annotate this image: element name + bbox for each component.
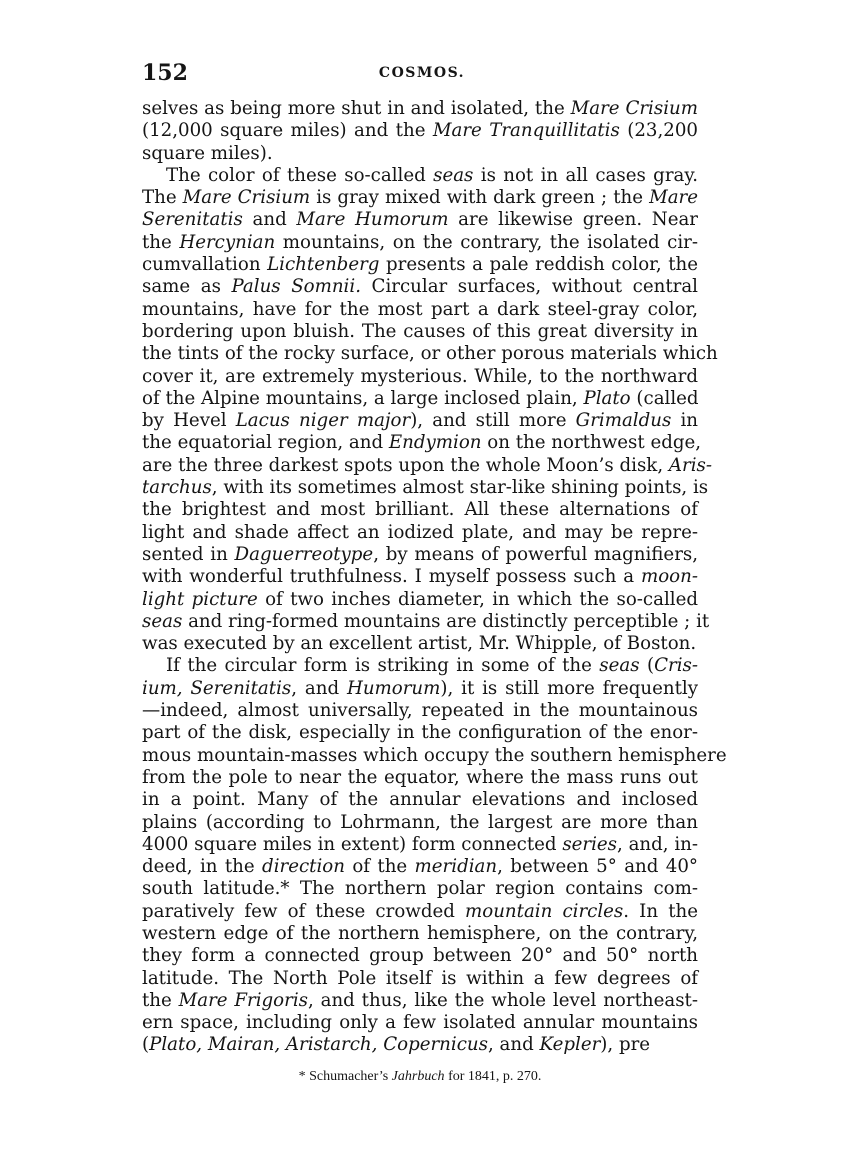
text-line: Serenitatis and Mare Humorum are likewise green. Near: [142, 209, 699, 231]
text-line: latitude. The North Pole itself is within a few degrees of: [142, 967, 698, 989]
running-title: COSMOS.: [378, 65, 466, 81]
italic-term: Kepler: [539, 1034, 601, 1056]
text-line: seas and ring-formed mountains are distinctly perceptible ; it: [142, 610, 710, 632]
text-line: from the pole to near the equator, where the mass runs out: [142, 766, 698, 788]
text-line: cumvallation Lichtenberg presents a pale reddish color, the: [142, 254, 699, 276]
text-line: (Plato, Mairan, Aristarch, Copernicus, and Kepler), pre: [142, 1034, 651, 1056]
text-line: with wonderful truthfulness. I myself possess such a moon-: [142, 566, 698, 588]
text-line: western edge of the northern hemisphere, on the contrary,: [142, 922, 698, 944]
italic-term: Mare Crisium: [570, 98, 698, 119]
italic-term: seas: [599, 655, 640, 677]
italic-term: Humorum: [346, 677, 441, 699]
text-line: ium, Serenitatis, and Humorum), it is still more frequently: [142, 677, 698, 699]
text-line: ern space, including only a few isolated annular mountains: [142, 1012, 698, 1034]
text-line: the brightest and most brilliant. All these alternations of: [142, 499, 698, 521]
italic-term: seas: [142, 610, 183, 632]
text-line: they form a connected group between 20° and 50° north: [142, 945, 698, 967]
text-line: are the three darkest spots upon the whole Moon’s disk, Aris-: [142, 454, 713, 476]
italic-term: Mare Humorum: [296, 209, 449, 231]
text-line: the Hercynian mountains, on the contrary, the isolated cir-: [142, 231, 698, 253]
text-line: by Hevel Lacus niger major), and still more Grimaldus in: [142, 410, 699, 432]
italic-term: meridian: [414, 856, 498, 878]
text-line: The color of these so-called seas is not in all cases gray.: [166, 164, 698, 186]
italic-term: Lichtenberg: [267, 254, 380, 276]
footnote: * Schumacher’s Jahrbuch for 1841, p. 270.: [298, 1069, 542, 1084]
italic-term: moon-: [640, 566, 698, 588]
text-line: tarchus, with its sometimes almost star-like shining points, is: [142, 477, 709, 499]
text-line: same as Palus Somnii. Circular surfaces, without central: [142, 276, 698, 298]
italic-term: Palus Somnii.: [231, 276, 361, 298]
text-line: the Mare Frigoris, and thus, like the whole level northeast-: [142, 989, 698, 1011]
text-line: paratively few of these crowded mountain circles. In the: [142, 900, 698, 922]
italic-term: Mare Crisium: [182, 187, 311, 209]
text-line: square miles).: [142, 142, 273, 164]
text-line: (12,000 square miles) and the Mare Tranquillitatis (23,200: [142, 120, 698, 142]
italic-term: Aris-: [668, 454, 713, 476]
italic-term: light picture: [142, 588, 258, 610]
text-line: The Mare Crisium is gray mixed with dark green ; the Mare: [142, 187, 699, 209]
text-line: —indeed, almost universally, repeated in the mountainous: [142, 700, 698, 722]
italic-term: Mare Tranquillitatis: [432, 120, 620, 142]
italic-term: Serenitatis: [142, 209, 243, 231]
italic-term: seas: [433, 164, 474, 186]
text-line: was executed by an excellent artist, Mr. Whipple, of Boston.: [142, 633, 697, 655]
italic-term: mountain circles: [465, 900, 624, 922]
text-line: mountains, have for the most part a dark steel-gray color,: [142, 298, 698, 320]
italic-term: ium, Serenitatis: [142, 677, 292, 699]
italic-term: Endymion: [388, 432, 482, 454]
italic-term: Hercynian: [179, 231, 276, 253]
running-head: [142, 60, 702, 88]
text-line: If the circular form is striking in some of the seas (Cris-: [166, 655, 698, 677]
text-line: mous mountain-masses which occupy the southern hemisphere: [142, 744, 727, 766]
italic-term: Plato: [583, 387, 631, 409]
italic-term: Plato, Mairan, Aristarch, Copernicus: [149, 1034, 488, 1056]
italic-term: Mare: [649, 187, 699, 209]
italic-term: Daguerreotype: [234, 543, 374, 565]
page-number: 152: [142, 60, 188, 86]
italic-term: Mare Frigoris: [178, 989, 308, 1011]
text-line: light picture of two inches diameter, in which the so-called: [142, 588, 698, 610]
italic-term: Jahrbuch: [391, 1069, 445, 1084]
italic-term: direction: [262, 856, 345, 878]
text-line: cover it, are extremely mysterious. While, to the northward: [142, 365, 698, 387]
italic-term: Cris-: [654, 655, 698, 677]
text-line: light and shade affect an iodized plate, and may be repre-: [142, 521, 698, 543]
body-text: [142, 98, 727, 1057]
text-line: selves as being more shut in and isolated, the Mare Crisium: [142, 98, 698, 119]
text-line: bordering upon bluish. The causes of this great diversity in: [142, 320, 698, 342]
text-line: deed, in the direction of the meridian, between 5° and 40°: [142, 856, 698, 878]
text-line: of the Alpine mountains, a large inclosed plain, Plato (called: [142, 387, 699, 409]
text-line: 4000 square miles in extent) form connected series, and, in-: [142, 833, 699, 855]
text-line: plains (according to Lohrmann, the largest are more than: [142, 811, 698, 833]
italic-term: tarchus: [142, 477, 212, 499]
text-line: sented in Daguerreotype, by means of powerful magnifiers,: [142, 543, 699, 565]
italic-term: series: [562, 833, 618, 855]
text-line: part of the disk, especially in the configuration of the enor-: [142, 722, 698, 744]
text-line: in a point. Many of the annular elevations and inclosed: [142, 789, 698, 811]
italic-term: Grimaldus: [575, 410, 672, 432]
text-line: the equatorial region, and Endymion on the northwest edge,: [142, 432, 702, 454]
italic-term: Lacus niger major: [235, 410, 411, 432]
text-line: the tints of the rocky surface, or other porous materials which: [142, 343, 718, 365]
text-line: south latitude.* The northern polar region contains com-: [142, 878, 698, 900]
